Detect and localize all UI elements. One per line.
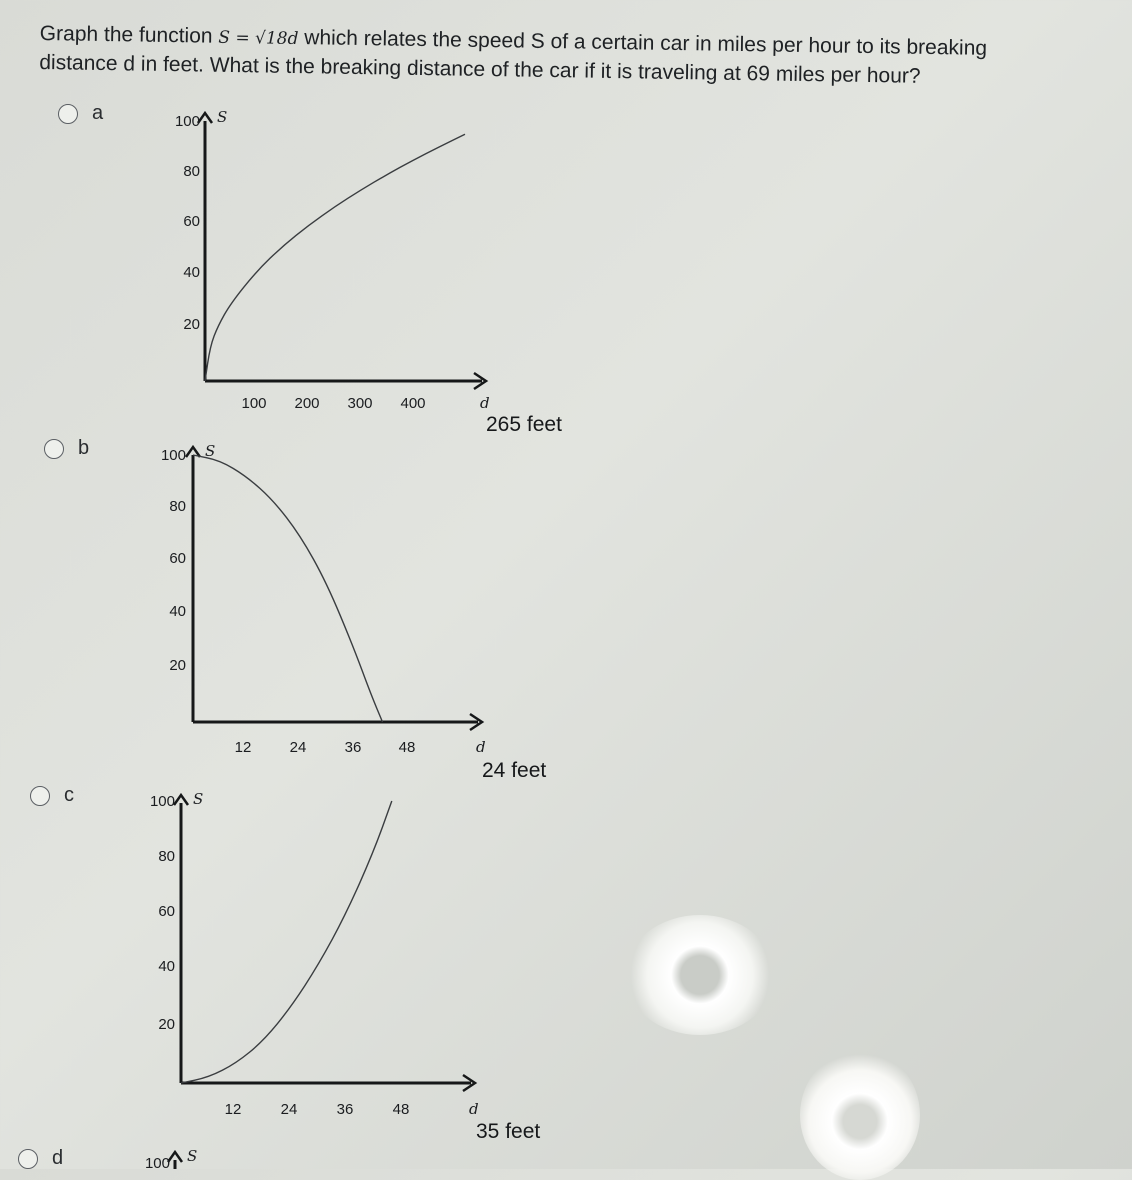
y-tick-label: 40 bbox=[158, 958, 175, 975]
x-axis-label: d bbox=[480, 394, 490, 412]
y-tick-label: 80 bbox=[158, 848, 175, 865]
option-d-radio[interactable] bbox=[18, 1149, 38, 1169]
x-tick-label: 12 bbox=[234, 739, 252, 756]
x-tick-label: 400 bbox=[400, 395, 426, 412]
question-line-2: distance d in feet. What is the breaking distance of the car if it is traveling at 69 miles per hour? bbox=[39, 50, 921, 88]
y-axis-arrow bbox=[198, 113, 212, 123]
x-tick-label: 100 bbox=[241, 395, 267, 412]
x-axis-arrow bbox=[463, 1075, 475, 1091]
y-axis-arrow bbox=[174, 795, 188, 805]
y-tick-label: 20 bbox=[183, 316, 200, 333]
light-glare bbox=[800, 1050, 920, 1180]
y-tick-label: 60 bbox=[169, 550, 186, 567]
x-tick-label: 36 bbox=[344, 739, 362, 756]
y-tick-label: 60 bbox=[183, 213, 200, 230]
question-text bbox=[39, 20, 1100, 94]
y-tick-label: 40 bbox=[169, 603, 186, 620]
option-a-answer: 265 feet bbox=[486, 413, 562, 436]
option-c-letter: c bbox=[64, 784, 74, 806]
data-curve bbox=[181, 801, 392, 1083]
y-tick-label: 40 bbox=[183, 264, 200, 281]
option-b-answer: 24 feet bbox=[482, 759, 547, 782]
y-tick-label: 60 bbox=[158, 903, 175, 920]
light-glare bbox=[625, 915, 775, 1035]
question-line-1: Graph the function S = √18d which relates the speed S of a certain car in miles per hour to its breaking bbox=[39, 21, 988, 60]
x-tick-label: 24 bbox=[280, 1101, 298, 1118]
option-b-letter: b bbox=[78, 437, 90, 459]
x-tick-label: 200 bbox=[294, 395, 320, 412]
y-tick-label: 80 bbox=[183, 163, 200, 180]
y-tick-label: 20 bbox=[169, 657, 186, 674]
y-axis-label: S bbox=[205, 442, 216, 460]
option-c-answer: 35 feet bbox=[476, 1120, 541, 1143]
option-a-radio[interactable] bbox=[58, 104, 78, 124]
y-tick-label: 80 bbox=[169, 498, 186, 515]
y-axis-label: S bbox=[193, 790, 204, 808]
y-tick-label: 100 bbox=[174, 113, 200, 130]
y-tick-label: 20 bbox=[158, 1016, 175, 1033]
y-tick-label: 100 bbox=[144, 1155, 170, 1169]
y-tick-label: 100 bbox=[160, 447, 186, 464]
data-curve bbox=[205, 134, 465, 381]
y-tick-label: 100 bbox=[149, 793, 175, 810]
x-axis-label: d bbox=[469, 1100, 479, 1118]
option-a-letter: a bbox=[92, 102, 104, 124]
x-tick-label: 12 bbox=[224, 1101, 242, 1118]
option-c-radio[interactable] bbox=[30, 786, 50, 806]
data-curve bbox=[193, 455, 383, 722]
x-axis-arrow bbox=[474, 373, 486, 389]
y-axis-label: S bbox=[187, 1147, 198, 1165]
option-d-letter: d bbox=[52, 1147, 64, 1169]
x-axis-arrow bbox=[470, 714, 482, 730]
x-tick-label: 300 bbox=[347, 395, 373, 412]
x-axis-label: d bbox=[476, 738, 486, 756]
y-axis-label: S bbox=[217, 108, 228, 126]
y-axis-arrow bbox=[168, 1152, 182, 1162]
x-tick-label: 48 bbox=[398, 739, 416, 756]
option-b-radio[interactable] bbox=[44, 439, 64, 459]
x-tick-label: 36 bbox=[336, 1101, 354, 1118]
y-axis-arrow bbox=[186, 447, 200, 457]
x-tick-label: 24 bbox=[289, 739, 307, 756]
x-tick-label: 48 bbox=[392, 1101, 410, 1118]
function-formula: S = √18d bbox=[218, 27, 299, 50]
